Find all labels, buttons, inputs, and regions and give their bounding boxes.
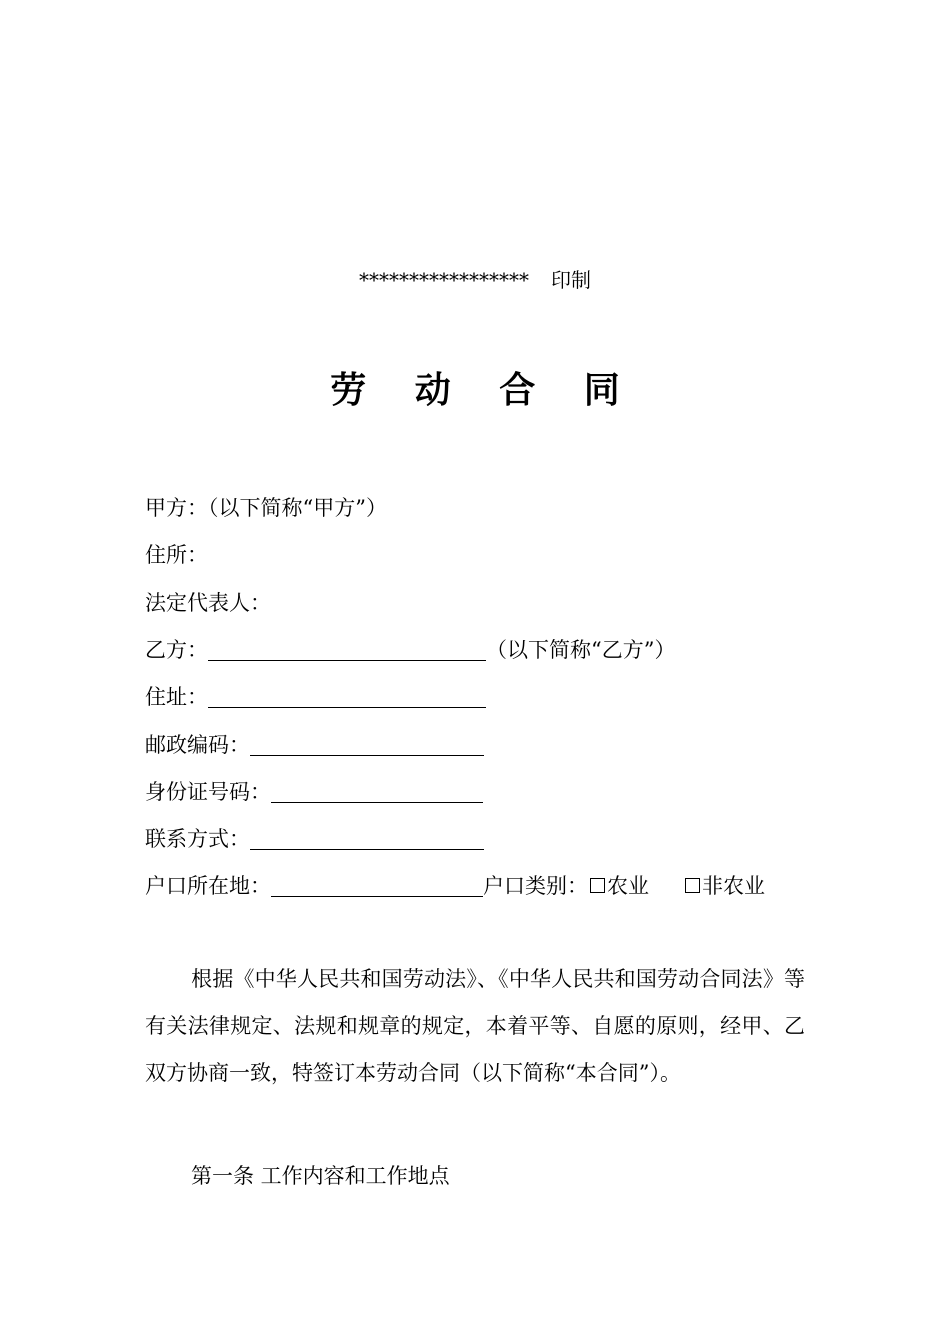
document-title: 劳 动 合 同 [330,369,638,411]
id-number-line [145,778,483,806]
intro-text: 根据《中华人民共和国劳动法》、《中华人民共和国劳动合同法》等有关法律规定、法规和规章的规定，本着平等、自愿的原则，经甲、乙双方协商一致，特签订本劳动合同（以下简称“本合同”）。 [145,967,805,1085]
id-number-label: 身份证号码： [145,780,271,804]
postcode-line [145,731,484,759]
printer-line [0,264,950,293]
non-agri-checkbox[interactable] [685,878,700,893]
party-a-legal-rep: 法定代表人： [145,591,271,615]
contact-label: 联系方式： [145,827,250,851]
party-b-address-line [145,683,486,711]
non-agri-option-label: 非农业 [702,874,765,898]
party-b-label: 乙方： [145,638,208,662]
agri-option-label: 农业 [607,874,649,898]
agri-checkbox[interactable] [590,878,605,893]
party-a-address: 住所： [145,543,208,567]
printer-label: 印制 [551,268,591,292]
article-1-text: 第一条 工作内容和工作地点 [191,1164,450,1188]
party-a-line: 甲方：（以下简称“甲方”） [145,496,387,520]
postcode-blank[interactable] [250,733,484,756]
party-b-suffix: （以下简称“乙方”） [486,638,676,662]
party-b-address-label: 住址： [145,685,208,709]
party-b-name-blank[interactable] [208,638,486,661]
hukou-place-label: 户口所在地： [145,874,271,898]
id-number-blank[interactable] [271,780,483,803]
intro-paragraph [145,956,805,1097]
hukou-type-label: 户口类别： [483,874,588,898]
article-1-heading [145,1153,805,1200]
party-b-line [145,636,675,664]
printer-stars: ***************** [359,268,529,292]
contact-blank[interactable] [250,827,484,850]
contact-line [145,825,484,853]
party-b-address-blank[interactable] [208,685,486,708]
postcode-label: 邮政编码： [145,733,250,757]
hukou-line [145,872,765,900]
hukou-place-blank[interactable] [271,874,483,897]
